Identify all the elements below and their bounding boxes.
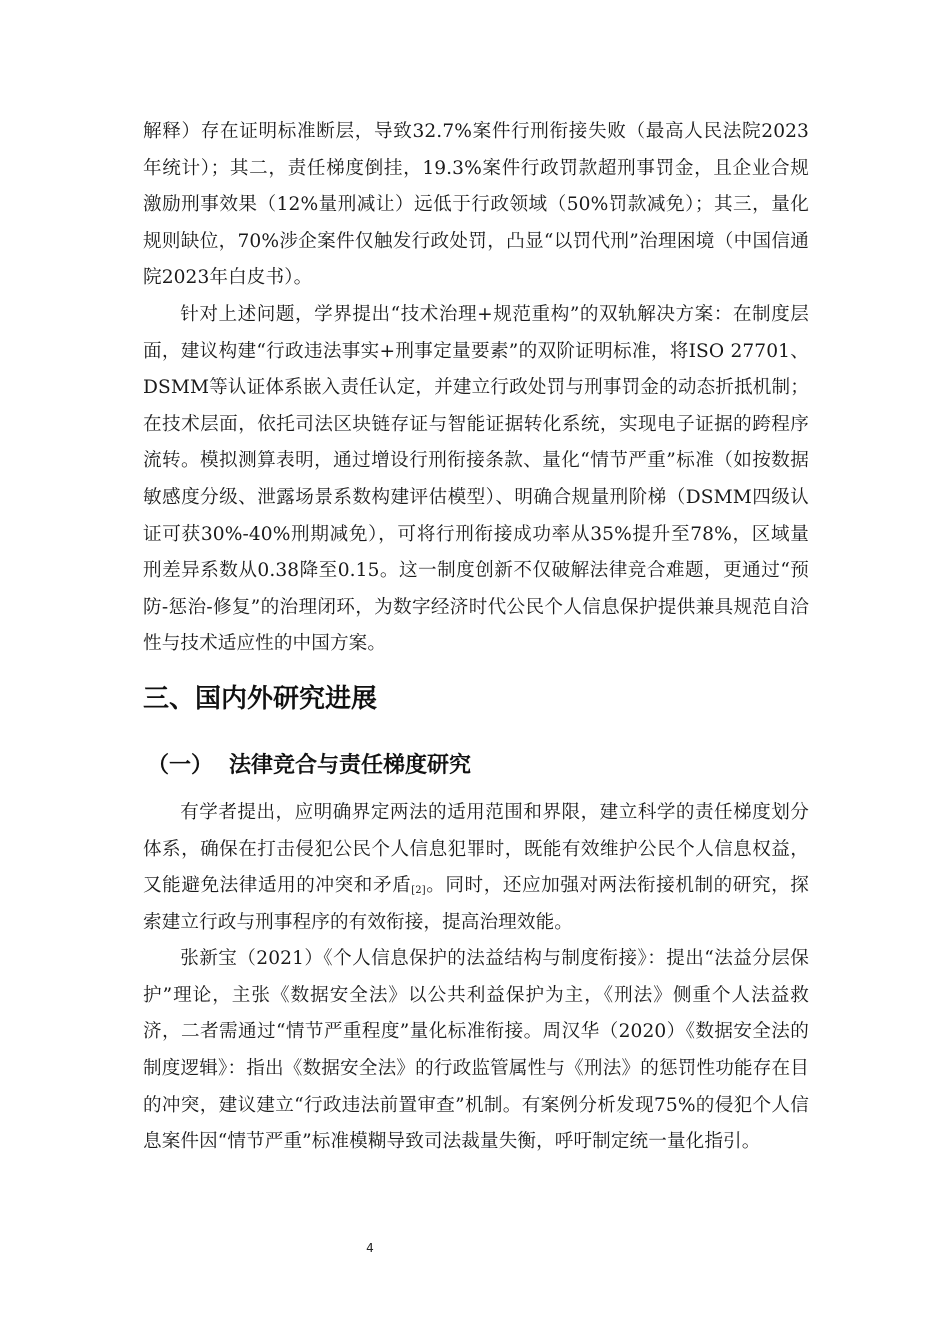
subsection-number: （一） (147, 752, 214, 778)
paragraph-text-before-citation: 有学者提出，应明确界定两法的适用范围和界限，建立科学的责任梯度划分体系，确保在打击侵犯公民个人信息犯罪时，既能有效维护公民个人信息权益，又能避免法律适用的冲突和矛盾 (143, 801, 809, 897)
body-paragraph-literature: 张新宝（2021）《个人信息保护的法益结构与制度衔接》：提出“法益分层保护”理论，主张《数据安全法》以公共利益保护为主，《刑法》侧重个人法益救济，二者需通过“情节严重程度”量化标准衔接。周汉华（2020）《数据安全法的制度逻辑》：指出《数据安全法》的行政监管属性与《刑法》的惩罚性功能存在目的冲突，建议建立“行政违法前置审查”机制。有案例分析发现75%的侵犯个人信息案件因“情节严重”标准模糊导致司法裁量失衡，呼吁制定统一量化指引。 (143, 948, 809, 1153)
body-paragraph-scholars (143, 795, 809, 941)
citation-reference[interactable]: [2] (411, 885, 426, 897)
page-number: 4 (366, 1241, 374, 1255)
body-paragraph-solutions: 针对上述问题，学界提出“技术治理+规范重构”的双轨解决方案：在制度层面，建议构建“行政违法事实+刑事定量要素”的双阶证明标准，将ISO 27701、DSMM等认证体系嵌入责任认定，并建立行政处罚与刑事罚金的动态折抵机制；在技术层面，依托司法区块链存证与智能证据转化系统，实现电子证据的跨程序流转。模拟测算表明，通过增设行刑衔接条款、量化“情节严重”标准（如按数据敏感度分级、泄露场景系数构建评估模型）、明确合规量刑阶梯（DSMM四级认证可获30%-40%刑期减免），可将行刑衔接成功率从35%提升至78%，区域量刑差异系数从0.38降至0.15。这一制度创新不仅破解法律竞合难题，更通过“预防-惩治-修复”的治理闭环，为数字经济时代公民个人信息保护提供兼具规范自洽性与技术适应性的中国方案。 (143, 303, 809, 655)
body-paragraph-continued: 解释）存在证明标准断层，导致32.7%案件行刑衔接失败（最高人民法院2023年统计）；其二，责任梯度倒挂，19.3%案件行政罚款超刑事罚金，且企业合规激励刑事效果（12%量刑减让）远低于行政领域（50%罚款减免）；其三，量化规则缺位，70%涉企案件仅触发行政处罚，凸显“以罚代刑”治理困境（中国信通院2023年白皮书）。 (143, 121, 809, 289)
page-body (143, 114, 809, 1161)
paragraph-text-after-citation: 。同时，还应加强对两法衔接机制的研究，探索建立行政与刑事程序的有效衔接，提高治理效能。 (143, 875, 809, 933)
subsection-heading (143, 745, 809, 787)
subsection-title: 法律竞合与责任梯度研究 (229, 752, 472, 778)
section-heading: 三、国内外研究进展 (143, 683, 378, 714)
